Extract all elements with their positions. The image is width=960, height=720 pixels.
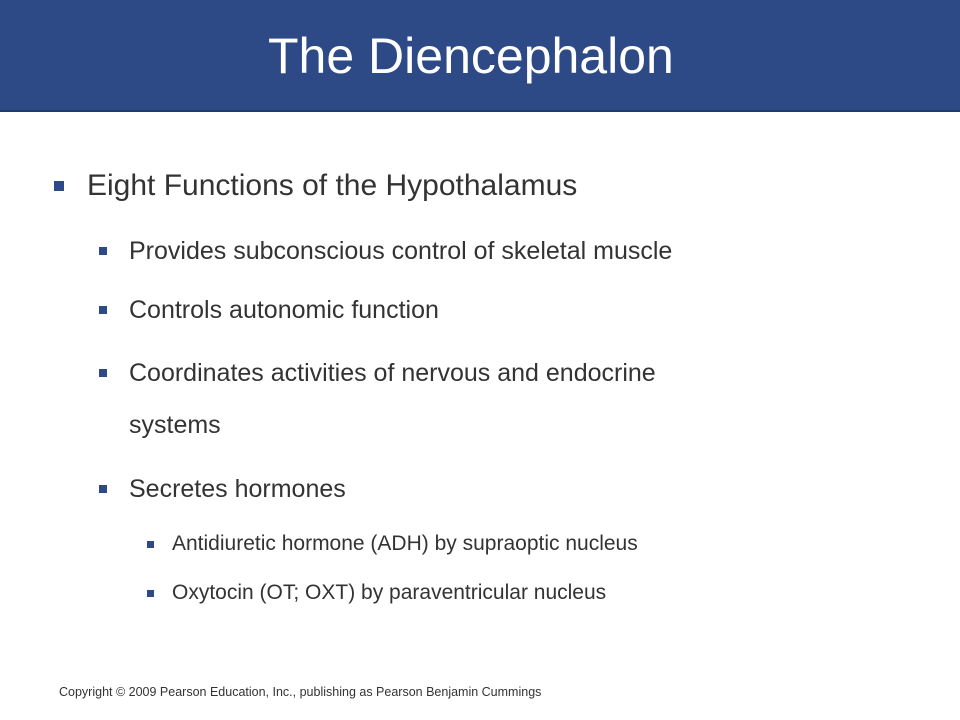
sub-bullet-text: systems bbox=[129, 411, 221, 439]
sub-sub-bullet-text: Oxytocin (OT; OXT) by paraventricular nucleus bbox=[172, 581, 607, 604]
copyright-footer: Copyright © 2009 Pearson Education, Inc., publishing as Pearson Benjamin Cummings bbox=[59, 685, 542, 699]
sub-bullet-text: Coordinates activities of nervous and endocrine bbox=[129, 359, 656, 387]
sub-bullet-text: Controls autonomic function bbox=[129, 296, 439, 324]
sub-bullet-continuation bbox=[99, 410, 859, 440]
bullet-text: Eight Functions of the Hypothalamus bbox=[87, 169, 578, 202]
square-bullet-icon bbox=[147, 541, 154, 548]
square-bullet-icon bbox=[54, 181, 64, 191]
sub-bullet-item bbox=[99, 474, 859, 504]
sub-bullet-text: Secretes hormones bbox=[129, 475, 346, 503]
sub-bullet-text: Provides subconscious control of skeletal muscle bbox=[129, 237, 673, 265]
square-bullet-icon bbox=[99, 247, 107, 255]
sub-sub-bullet-text: Antidiuretic hormone (ADH) by supraoptic nucleus bbox=[172, 532, 638, 555]
square-bullet-icon bbox=[99, 485, 107, 493]
sub-sub-bullet-item bbox=[147, 531, 867, 557]
bullet-item-hypothalamus-functions bbox=[54, 168, 754, 204]
slide-title: The Diencephalon bbox=[268, 28, 674, 84]
sub-sub-bullet-item bbox=[147, 580, 867, 606]
sub-bullet-item bbox=[99, 358, 859, 388]
square-bullet-icon bbox=[147, 590, 154, 597]
sub-bullet-item bbox=[99, 295, 859, 325]
sub-bullet-item bbox=[99, 236, 859, 266]
title-bar bbox=[0, 0, 960, 112]
square-bullet-icon bbox=[99, 369, 107, 377]
square-bullet-icon bbox=[99, 306, 107, 314]
